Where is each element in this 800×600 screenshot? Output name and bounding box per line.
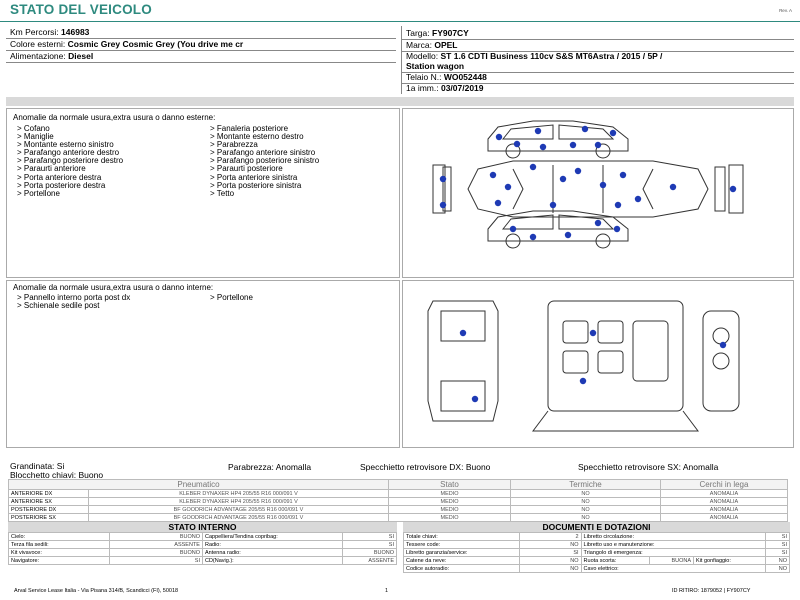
parabrezza-text: Parabrezza: Anomalla bbox=[228, 462, 312, 472]
damage-marker bbox=[580, 378, 586, 384]
damage-marker bbox=[495, 200, 501, 206]
damage-marker bbox=[472, 396, 478, 402]
table-row: Libretto garanzia/service: SI Triangolo di emergenza: SI bbox=[404, 549, 790, 557]
documenti-section bbox=[403, 522, 790, 573]
damage-marker bbox=[440, 176, 446, 182]
damage-marker bbox=[530, 234, 536, 240]
colore-field: Colore esterni: Cosmic Grey Cosmic Grey (You drive me cr bbox=[10, 39, 244, 49]
internal-car-diagram bbox=[402, 280, 794, 448]
blocchetto-text: Blocchetto chiavi: Buono bbox=[10, 470, 104, 480]
damage-marker bbox=[550, 202, 556, 208]
table-row: Cielo: BUONO Cappelliera/Tendina copribag: SI bbox=[9, 533, 397, 541]
table-row: Codice autoradio: NO Cavo elettrico: NO bbox=[404, 565, 790, 573]
immatricolazione-field: 1a imm.: 03/07/2019 bbox=[406, 83, 484, 93]
specchio-dx-text: Specchietto retrovisore DX: Buono bbox=[360, 462, 491, 472]
alimentazione-field: Alimentazione: Diesel bbox=[10, 51, 94, 61]
grandinata-text: Grandinata: Si bbox=[10, 461, 65, 471]
table-row: POSTERIORE SX BF GOODRICH ADVANTAGE 205/55 R16 000/091 V MEDIO NO ANOMALIA bbox=[9, 514, 788, 522]
table-row: ANTERIORE DX KLEBER DYNAXER HP4 205/55 R16 000/091 V MEDIO NO ANOMALIA bbox=[9, 490, 788, 498]
damage-marker bbox=[635, 196, 641, 202]
damage-marker bbox=[510, 226, 516, 232]
damage-marker bbox=[530, 164, 536, 170]
table-row: Catene da neve: NO Ruota scorta: BUONA Kit gonfiaggio: NO bbox=[404, 557, 790, 565]
damage-marker bbox=[565, 232, 571, 238]
specchio-sx-text: Specchietto retrovisore SX: Anomalla bbox=[578, 462, 719, 472]
footer-address: Arval Service Lease Italia - Via Pisana 314/B, Scandicci (FI), 50018 bbox=[14, 588, 179, 594]
telaio-field: Telaio N.: WO052448 bbox=[406, 72, 487, 82]
external-damage-list-2: > Fanaleria posteriore > Montante esterno destro > Parabrezza > Parafango anteriore sinistro > Parafango posteriore sinistro > Paraurti posteriore > Porta anteriore sinistra > Porta posteriore sinistra > Tetto bbox=[210, 124, 320, 198]
internal-damage-list-2: > Portellone bbox=[210, 293, 253, 302]
damage-marker bbox=[595, 220, 601, 226]
damage-marker bbox=[570, 142, 576, 148]
modello-field-line2: Station wagon bbox=[406, 61, 465, 71]
external-damage-title: Anomalie da normale usura,extra usura o danno esterne: bbox=[13, 113, 216, 122]
section-bar bbox=[6, 97, 794, 106]
damage-marker bbox=[514, 141, 520, 147]
header-rule bbox=[0, 21, 800, 22]
damage-marker bbox=[600, 182, 606, 188]
damage-marker bbox=[670, 184, 676, 190]
stato-interno-title: STATO INTERNO bbox=[8, 522, 397, 532]
table-row: Tessere code: NO Libretto uso e manutenzione: SI bbox=[404, 541, 790, 549]
stato-interno-section bbox=[8, 522, 397, 565]
damage-marker bbox=[590, 330, 596, 336]
damage-marker bbox=[460, 330, 466, 336]
damage-marker bbox=[560, 176, 566, 182]
damage-marker bbox=[496, 134, 502, 140]
table-row: ANTERIORE SX KLEBER DYNAXER HP4 205/55 R16 000/091 V MEDIO NO ANOMALIA bbox=[9, 498, 788, 506]
damage-marker bbox=[620, 172, 626, 178]
damage-marker bbox=[720, 342, 726, 348]
targa-field: Targa: FY907CY bbox=[406, 28, 469, 38]
table-row: Totale chiavi: 2 Libretto circolazione: SI bbox=[404, 533, 790, 541]
summary-block bbox=[10, 462, 103, 480]
internal-damage-list-1: > Pannello interno porta post dx > Schienale sedile post bbox=[17, 293, 131, 311]
modello-field: Modello: ST 1.6 CDTI Business 110cv S&S MT6Astra / 2015 / 5P / bbox=[406, 51, 663, 61]
damage-marker bbox=[610, 130, 616, 136]
footer-page-number: 1 bbox=[385, 588, 389, 594]
page-title: STATO DEL VEICOLO bbox=[10, 2, 152, 17]
damage-marker bbox=[730, 186, 736, 192]
table-row: Navigatore: SI CD(Navig.): ASSENTE bbox=[9, 557, 397, 565]
table-row: Terza fila sedili: ASSENTE Radio: SI bbox=[9, 541, 397, 549]
external-damage-list-1: > Cofano > Maniglie > Montante esterno sinistro > Parafango anteriore destro > Parafango posteriore destro > Paraurti anteriore > Porta anteriore destra > Porta posteriore destra > Portellone bbox=[17, 124, 124, 198]
km-field: Km Percorsi: 146983 bbox=[10, 27, 90, 37]
internal-damage-title: Anomalie da normale usura,extra usura o danno interne: bbox=[13, 283, 214, 292]
revision-label: Rev. A bbox=[779, 8, 792, 13]
damage-marker bbox=[535, 128, 541, 134]
internal-damage-panel bbox=[6, 280, 400, 448]
table-row: POSTERIORE DX BF GOODRICH ADVANTAGE 205/55 R16 000/091 V MEDIO NO ANOMALIA bbox=[9, 506, 788, 514]
damage-marker bbox=[595, 142, 601, 148]
damage-marker bbox=[505, 184, 511, 190]
damage-marker bbox=[440, 202, 446, 208]
footer-id: ID RITIRO: 1879052 | FY907CY bbox=[672, 588, 751, 594]
damage-marker bbox=[615, 202, 621, 208]
damage-marker bbox=[575, 168, 581, 174]
documenti-title: DOCUMENTI E DOTAZIONI bbox=[403, 522, 790, 532]
damage-marker bbox=[490, 172, 496, 178]
tyres-table: Pneumatico Stato Termiche Cerchi in lega ANTERIORE DX KLEBER DYNAXER HP4 205/55 R16 000/091 V MEDIO NO ANOMALIA ANTERIORE SX KLEBER DYNAXER HP4 205/55 R16 000/091 V MEDIO NO ANOMALIA POSTERIORE DX BF GOODRICH ADVANTAGE 205/55 R16 000/091 V MEDIO NO ANOMALIA POSTERIORE SX BF GOODRICH ADVANTAGE 205/55 R16 000/091 V MEDIO NO ANOMALIA bbox=[8, 479, 788, 522]
external-damage-panel bbox=[6, 108, 400, 278]
damage-marker bbox=[540, 144, 546, 150]
damage-marker bbox=[614, 226, 620, 232]
damage-marker bbox=[582, 126, 588, 132]
table-row: Kit vivavoce: BUONO Antenna radio: BUONO bbox=[9, 549, 397, 557]
marca-field: Marca: OPEL bbox=[406, 40, 458, 50]
external-car-diagram bbox=[402, 108, 794, 278]
